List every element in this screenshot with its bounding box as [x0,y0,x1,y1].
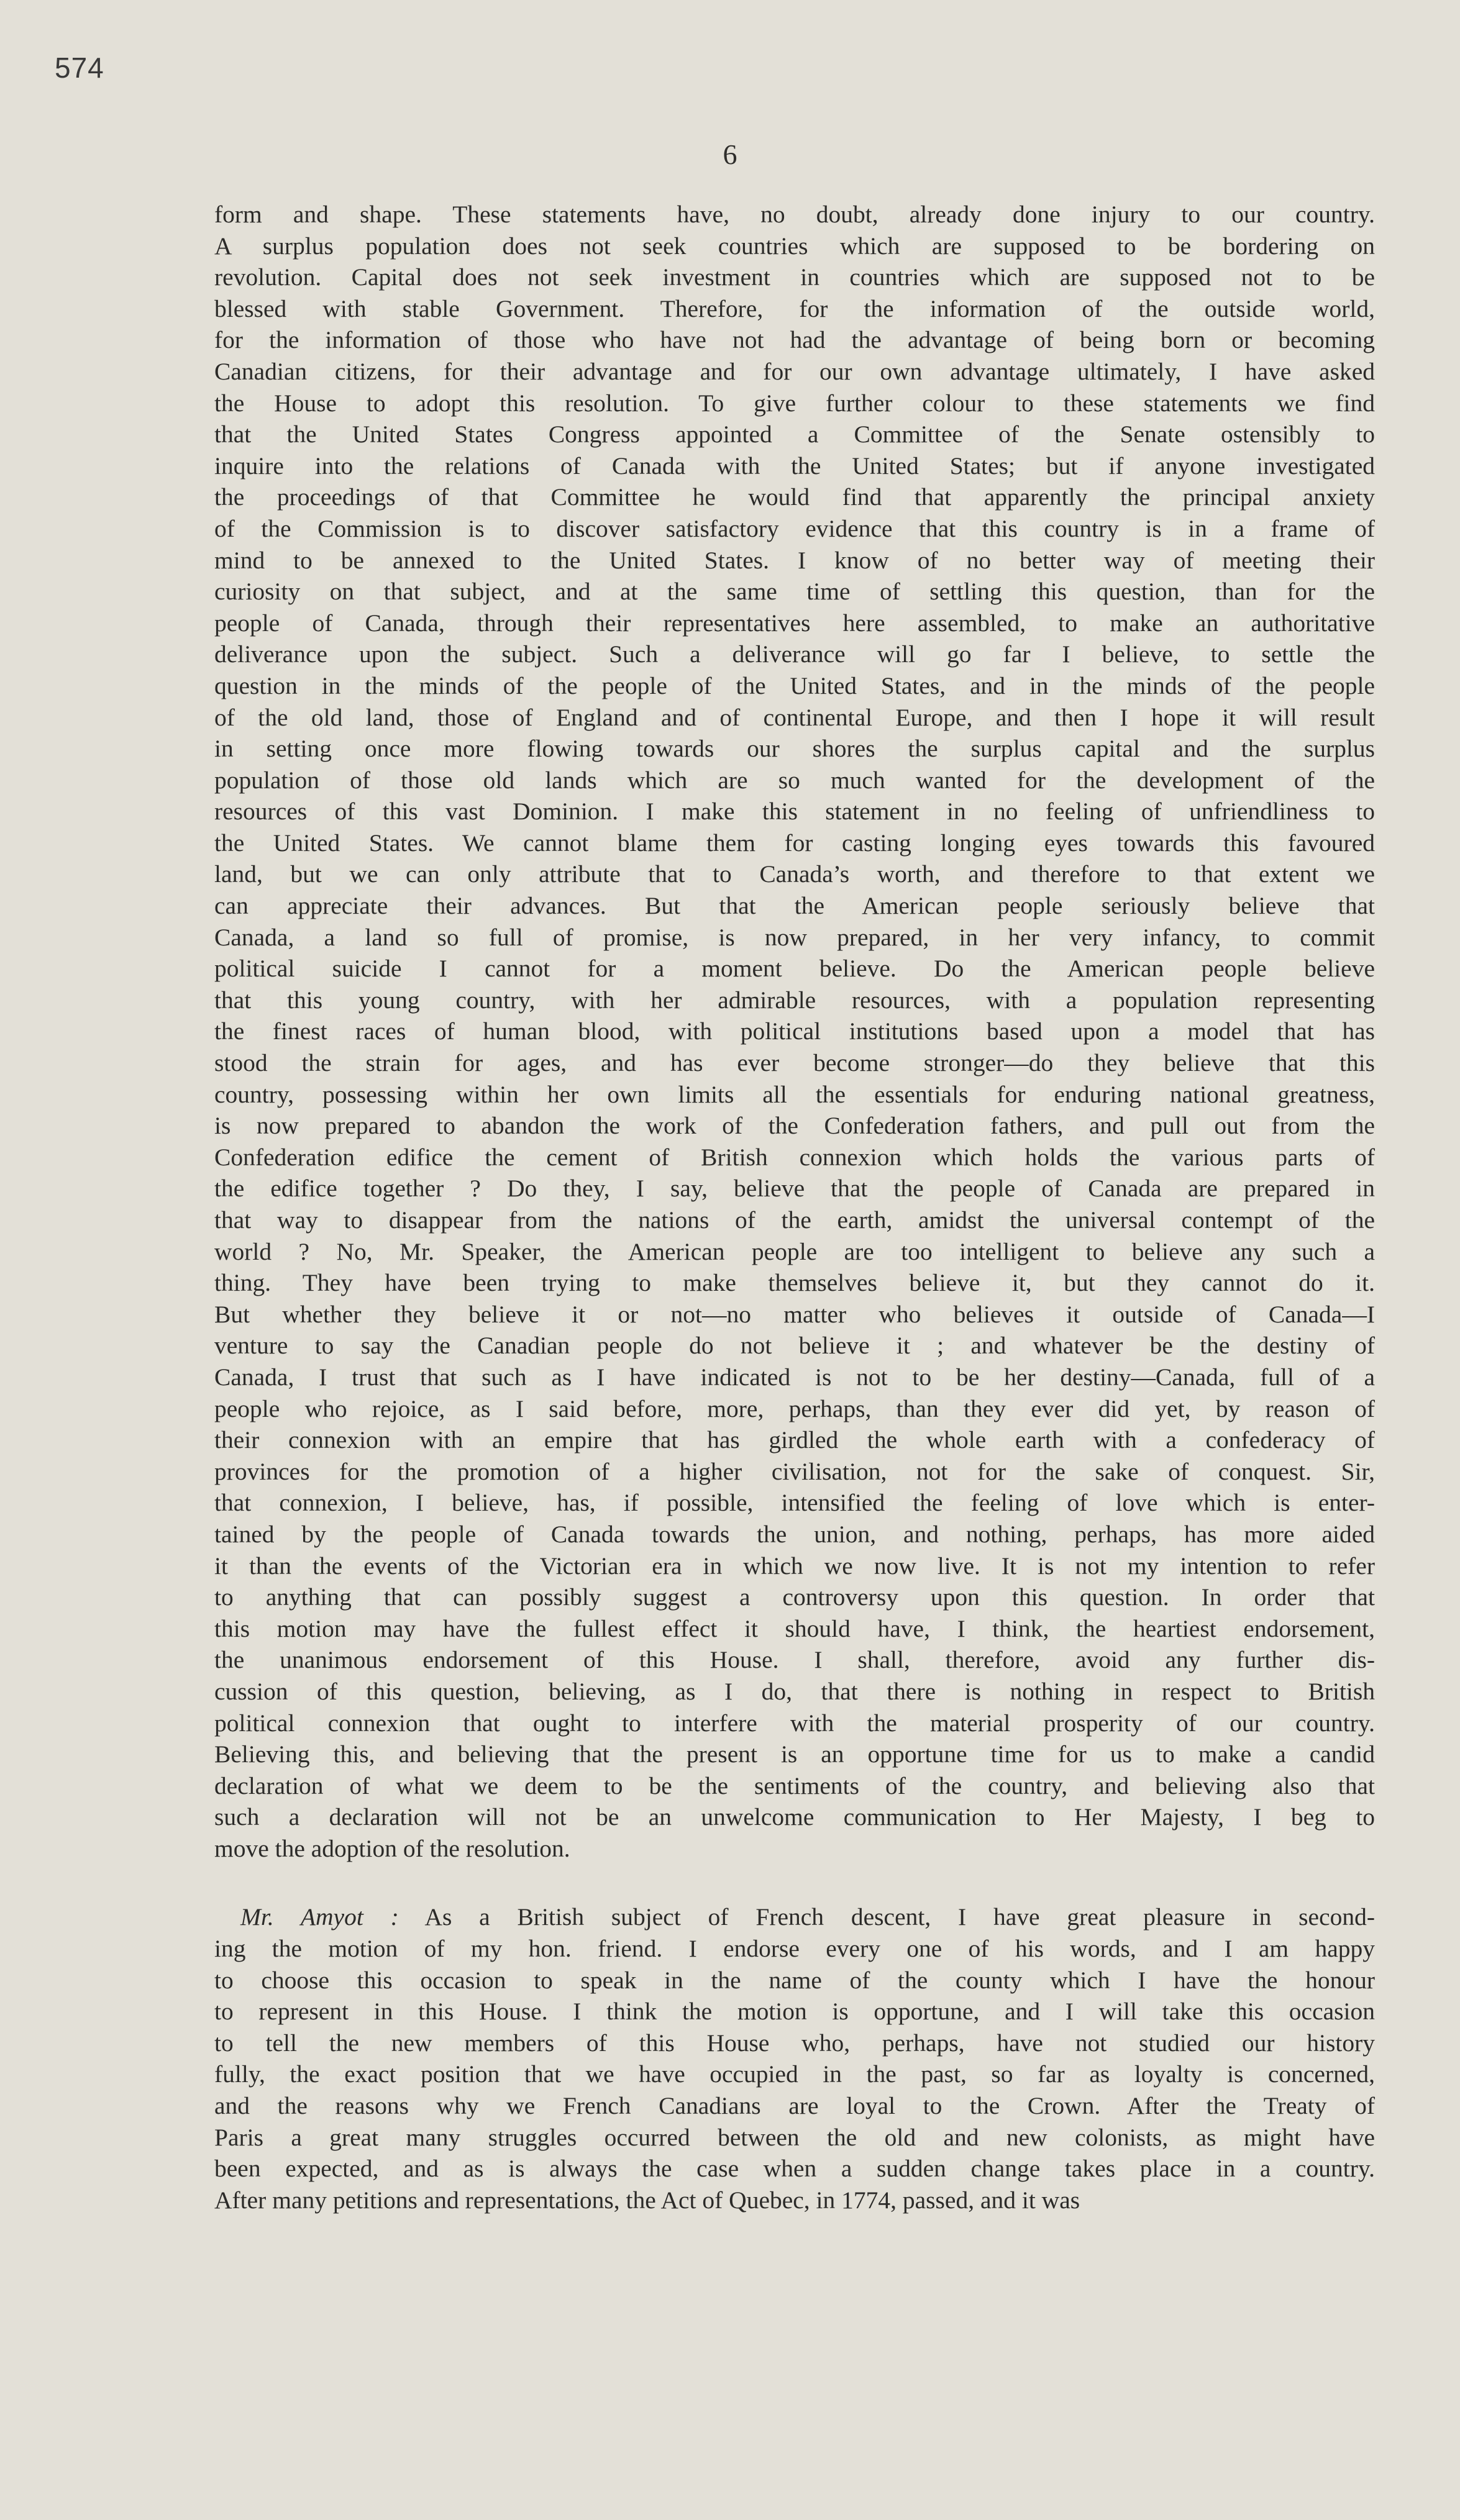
text-line: Canada, I trust that such as I have indicated is not to be her destiny—Canada, full of a [214,1363,1375,1391]
text-line: it than the events of the Victorian era in which we now live. It is not my intention to refer [214,1552,1375,1580]
text-line: cussion of this question, believing, as I do, that there is nothing in respect to British [214,1677,1375,1705]
text-line: this motion may have the fullest effect it should have, I think, the heartiest endorsement, [214,1614,1375,1642]
text-line: land, but we can only attribute that to Canada’s worth, and therefore to that extent we [214,860,1375,888]
text-line: political connexion that ought to interfere with the material prosperity of our country. [214,1709,1375,1737]
text-line: After many petitions and representations, the Act of Quebec, in 1774, passed, and it was [214,2186,1080,2214]
text-line: is now prepared to abandon the work of the Confederation fathers, and pull out from the [214,1112,1375,1140]
text-line: their connexion with an empire that has girdled the whole earth with a confederacy of [214,1426,1375,1454]
text-line: Canada, a land so full of promise, is now prepared, in her very infancy, to commit [214,923,1375,951]
text-line: Paris a great many struggles occurred between the old and new colonists, as might have [214,2123,1375,2151]
text-line: political suicide I cannot for a moment believe. Do the American people believe [214,955,1375,983]
text-line: the proceedings of that Committee he would find that apparently the principal anxiety [214,483,1375,511]
text-line: ing the motion of my hon. friend. I endorse every one of his words, and I am happy [214,1935,1375,1963]
text-line: stood the strain for ages, and has ever become stronger—do they believe that this [214,1049,1375,1077]
text-line: population of those old lands which are so much wanted for the development of the [214,766,1375,794]
text-line: thing. They have been trying to make themselves believe it, but they cannot do it. [214,1269,1375,1297]
text-line: Believing this, and believing that the present is an opportune time for us to make a candid [214,1740,1375,1768]
page-number: 6 [723,139,737,170]
text-line: the edifice together ? Do they, I say, believe that the people of Canada are prepared in [214,1175,1375,1203]
paragraph [214,199,1375,1864]
text-line: deliverance upon the subject. Such a deliverance will go far I believe, to settle the [214,640,1375,668]
text-line: in setting once more flowing towards our shores the surplus capital and the surplus [214,735,1375,763]
text-line: country, possessing within her own limits all the essentials for enduring national greatness, [214,1080,1375,1108]
text-line: people who rejoice, as I said before, more, perhaps, than they ever did yet, by reason of [214,1394,1375,1422]
scan-page-number: 574 [55,52,104,84]
text-line: curiosity on that subject, and at the same time of settling this question, than for the [214,578,1375,606]
text-line: tained by the people of Canada towards the union, and nothing, perhaps, has more aided [214,1520,1375,1548]
paragraph [214,1901,1375,2216]
text-line: mind to be annexed to the United States. I know of no better way of meeting their [214,546,1375,574]
text-line: and the reasons why we French Canadians are loyal to the Crown. After the Treaty of [214,2092,1375,2120]
text-line: that this young country, with her admirable resources, with a population representing [214,986,1375,1014]
text-line: to represent in this House. I think the motion is opportune, and I will take this occasion [214,1998,1375,2026]
text-line: the unanimous endorsement of this House. I shall, therefore, avoid any further dis- [214,1646,1375,1674]
text-line: inquire into the relations of Canada with the United States; but if anyone investigated [214,452,1375,480]
text-line: form and shape. These statements have, no doubt, already done injury to our country. [214,201,1375,228]
text-line: move the adoption of the resolution. [214,1834,570,1862]
text-line: declaration of what we deem to be the sentiments of the country, and believing also that [214,1772,1375,1799]
text-line: that way to disappear from the nations of the earth, amidst the universal contempt of the [214,1206,1375,1234]
text-line: to anything that can possibly suggest a controversy upon this question. In order that [214,1583,1375,1611]
text-line: been expected, and as is always the case when a sudden change takes place in a country. [214,2155,1375,2183]
text-line: blessed with stable Government. Therefore, for the information of the outside world, [214,294,1375,322]
text-line: venture to say the Canadian people do not believe it ; and whatever be the destiny of [214,1332,1375,1360]
document-body [214,199,1375,2216]
speaker-name: Mr. Amyot : [240,1903,399,1931]
text-line: of the Commission is to discover satisfactory evidence that this country is in a frame of [214,514,1375,542]
text-line: provinces for the promotion of a higher civilisation, not for the sake of conquest. Sir, [214,1457,1375,1485]
text-line: Confederation edifice the cement of British connexion which holds the various parts of [214,1143,1375,1171]
text-line: such a declaration will not be an unwelcome communication to Her Majesty, I beg to [214,1803,1375,1831]
text-line: Canadian citizens, for their advantage and for our own advantage ultimately, I have asked [214,357,1375,385]
text-line: to choose this occasion to speak in the name of the county which I have the honour [214,1966,1375,1994]
text-line: can appreciate their advances. But that the American people seriously believe that [214,892,1375,920]
text-line: people of Canada, through their representatives here assembled, to make an authoritative [214,609,1375,637]
text-line: the United States. We cannot blame them for casting longing eyes towards this favoured [214,829,1375,857]
text-line: that connexion, I believe, has, if possible, intensified the feeling of love which is enter- [214,1489,1375,1517]
text-line: fully, the exact position that we have occupied in the past, so far as loyalty is concerned, [214,2060,1375,2088]
text-line: to tell the new members of this House who, perhaps, have not studied our history [214,2029,1375,2057]
text-line: As a British subject of French descent, I have great pleasure in second- [398,1903,1376,1931]
text-line: revolution. Capital does not seek investment in countries which are supposed not to be [214,263,1375,291]
text-line: for the information of those who have not had the advantage of being born or becoming [214,326,1375,354]
text-line: But whether they believe it or not—no matter who believes it outside of Canada—I [214,1300,1375,1328]
text-line: world ? No, Mr. Speaker, the American people are too intelligent to believe any such a [214,1237,1375,1265]
text-line: the finest races of human blood, with political institutions based upon a model that has [214,1017,1375,1045]
text-line: A surplus population does not seek countries which are supposed to be bordering on [214,232,1375,260]
text-line: the House to adopt this resolution. To give further colour to these statements we find [214,389,1375,417]
text-line: resources of this vast Dominion. I make this statement in no feeling of unfriendliness to [214,798,1375,826]
text-line: of the old land, those of England and of continental Europe, and then I hope it will result [214,703,1375,731]
text-line: that the United States Congress appointed a Committee of the Senate ostensibly to [214,421,1375,448]
text-line: question in the minds of the people of the United States, and in the minds of the people [214,671,1375,699]
